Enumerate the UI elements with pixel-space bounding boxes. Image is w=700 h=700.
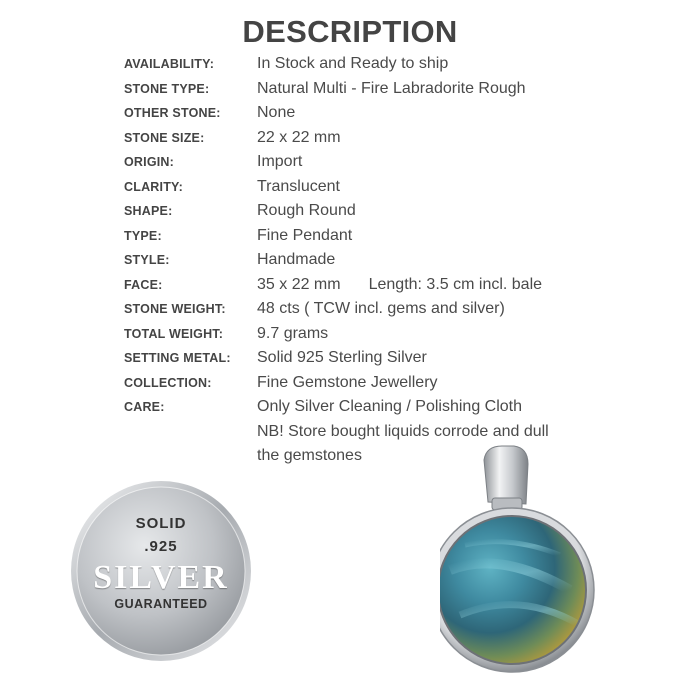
spec-label: SETTING METAL: <box>124 351 231 365</box>
spec-row-availability <box>124 55 684 80</box>
spec-row-stone-type <box>124 80 684 105</box>
spec-value: Import <box>257 153 303 170</box>
spec-value: Only Silver Cleaning / Polishing Cloth <box>257 398 523 415</box>
spec-label: STYLE: <box>124 253 170 267</box>
spec-value: In Stock and Ready to ship <box>257 55 449 72</box>
silver-guarantee-seal-icon <box>70 480 252 662</box>
spec-label: ORIGIN: <box>124 155 175 169</box>
face-length: Length: 3.5 cm incl. bale <box>368 275 543 293</box>
spec-label: STONE WEIGHT: <box>124 302 226 316</box>
spec-row-clarity <box>124 178 684 203</box>
spec-row-total-weight <box>124 325 684 350</box>
spec-row-setting-metal <box>124 349 684 374</box>
spec-row-style <box>124 251 684 276</box>
spec-row-origin <box>124 153 684 178</box>
badge-silver: SILVER <box>93 559 229 596</box>
badge-solid: SOLID <box>135 515 187 532</box>
spec-table <box>124 55 684 472</box>
spec-label: CARE: <box>124 400 165 414</box>
spec-value: the gemstones <box>257 447 362 464</box>
spec-value: Natural Multi - Fire Labradorite Rough <box>257 79 526 97</box>
spec-label: FACE: <box>124 277 163 292</box>
page-title: DESCRIPTION <box>242 14 458 49</box>
badge-guaranteed: GUARANTEED <box>114 597 208 611</box>
spec-row-care <box>124 398 684 423</box>
spec-row-other-stone <box>124 104 684 129</box>
spec-label: SHAPE: <box>124 204 173 218</box>
spec-value: Solid 925 Sterling Silver <box>257 349 427 366</box>
spec-label: COLLECTION: <box>124 375 212 390</box>
spec-value: 9.7 grams <box>257 324 329 342</box>
labradorite-pendant-icon <box>440 440 640 680</box>
spec-label: TYPE: <box>124 228 162 243</box>
spec-value: Fine Gemstone Jewellery <box>257 373 438 391</box>
spec-label: OTHER STONE: <box>124 106 221 120</box>
spec-value: Rough Round <box>257 202 356 219</box>
spec-label: STONE SIZE: <box>124 130 205 145</box>
face-size: 35 x 22 mm <box>257 275 341 293</box>
spec-value: None <box>257 104 296 121</box>
spec-value: NB! Store bought liquids corrode and dull <box>257 422 549 440</box>
spec-value: Handmade <box>257 251 336 268</box>
spec-value: 48 cts ( TCW incl. gems and silver) <box>257 300 505 317</box>
spec-row-collection <box>124 374 684 399</box>
spec-label: TOTAL WEIGHT: <box>124 326 224 341</box>
spec-label: STONE TYPE: <box>124 81 210 96</box>
spec-row-type <box>124 227 684 252</box>
spec-row-shape <box>124 202 684 227</box>
spec-value: Translucent <box>257 177 340 195</box>
spec-label: CLARITY: <box>124 179 183 194</box>
spec-value: 22 x 22 mm <box>257 128 341 146</box>
spec-row-face <box>124 276 684 301</box>
badge-925: .925 <box>144 538 178 555</box>
spec-value <box>257 276 542 294</box>
spec-row-stone-size <box>124 129 684 154</box>
spec-value: Fine Pendant <box>257 226 353 244</box>
spec-label: AVAILABILITY: <box>124 57 215 71</box>
spec-row-stone-weight <box>124 300 684 325</box>
